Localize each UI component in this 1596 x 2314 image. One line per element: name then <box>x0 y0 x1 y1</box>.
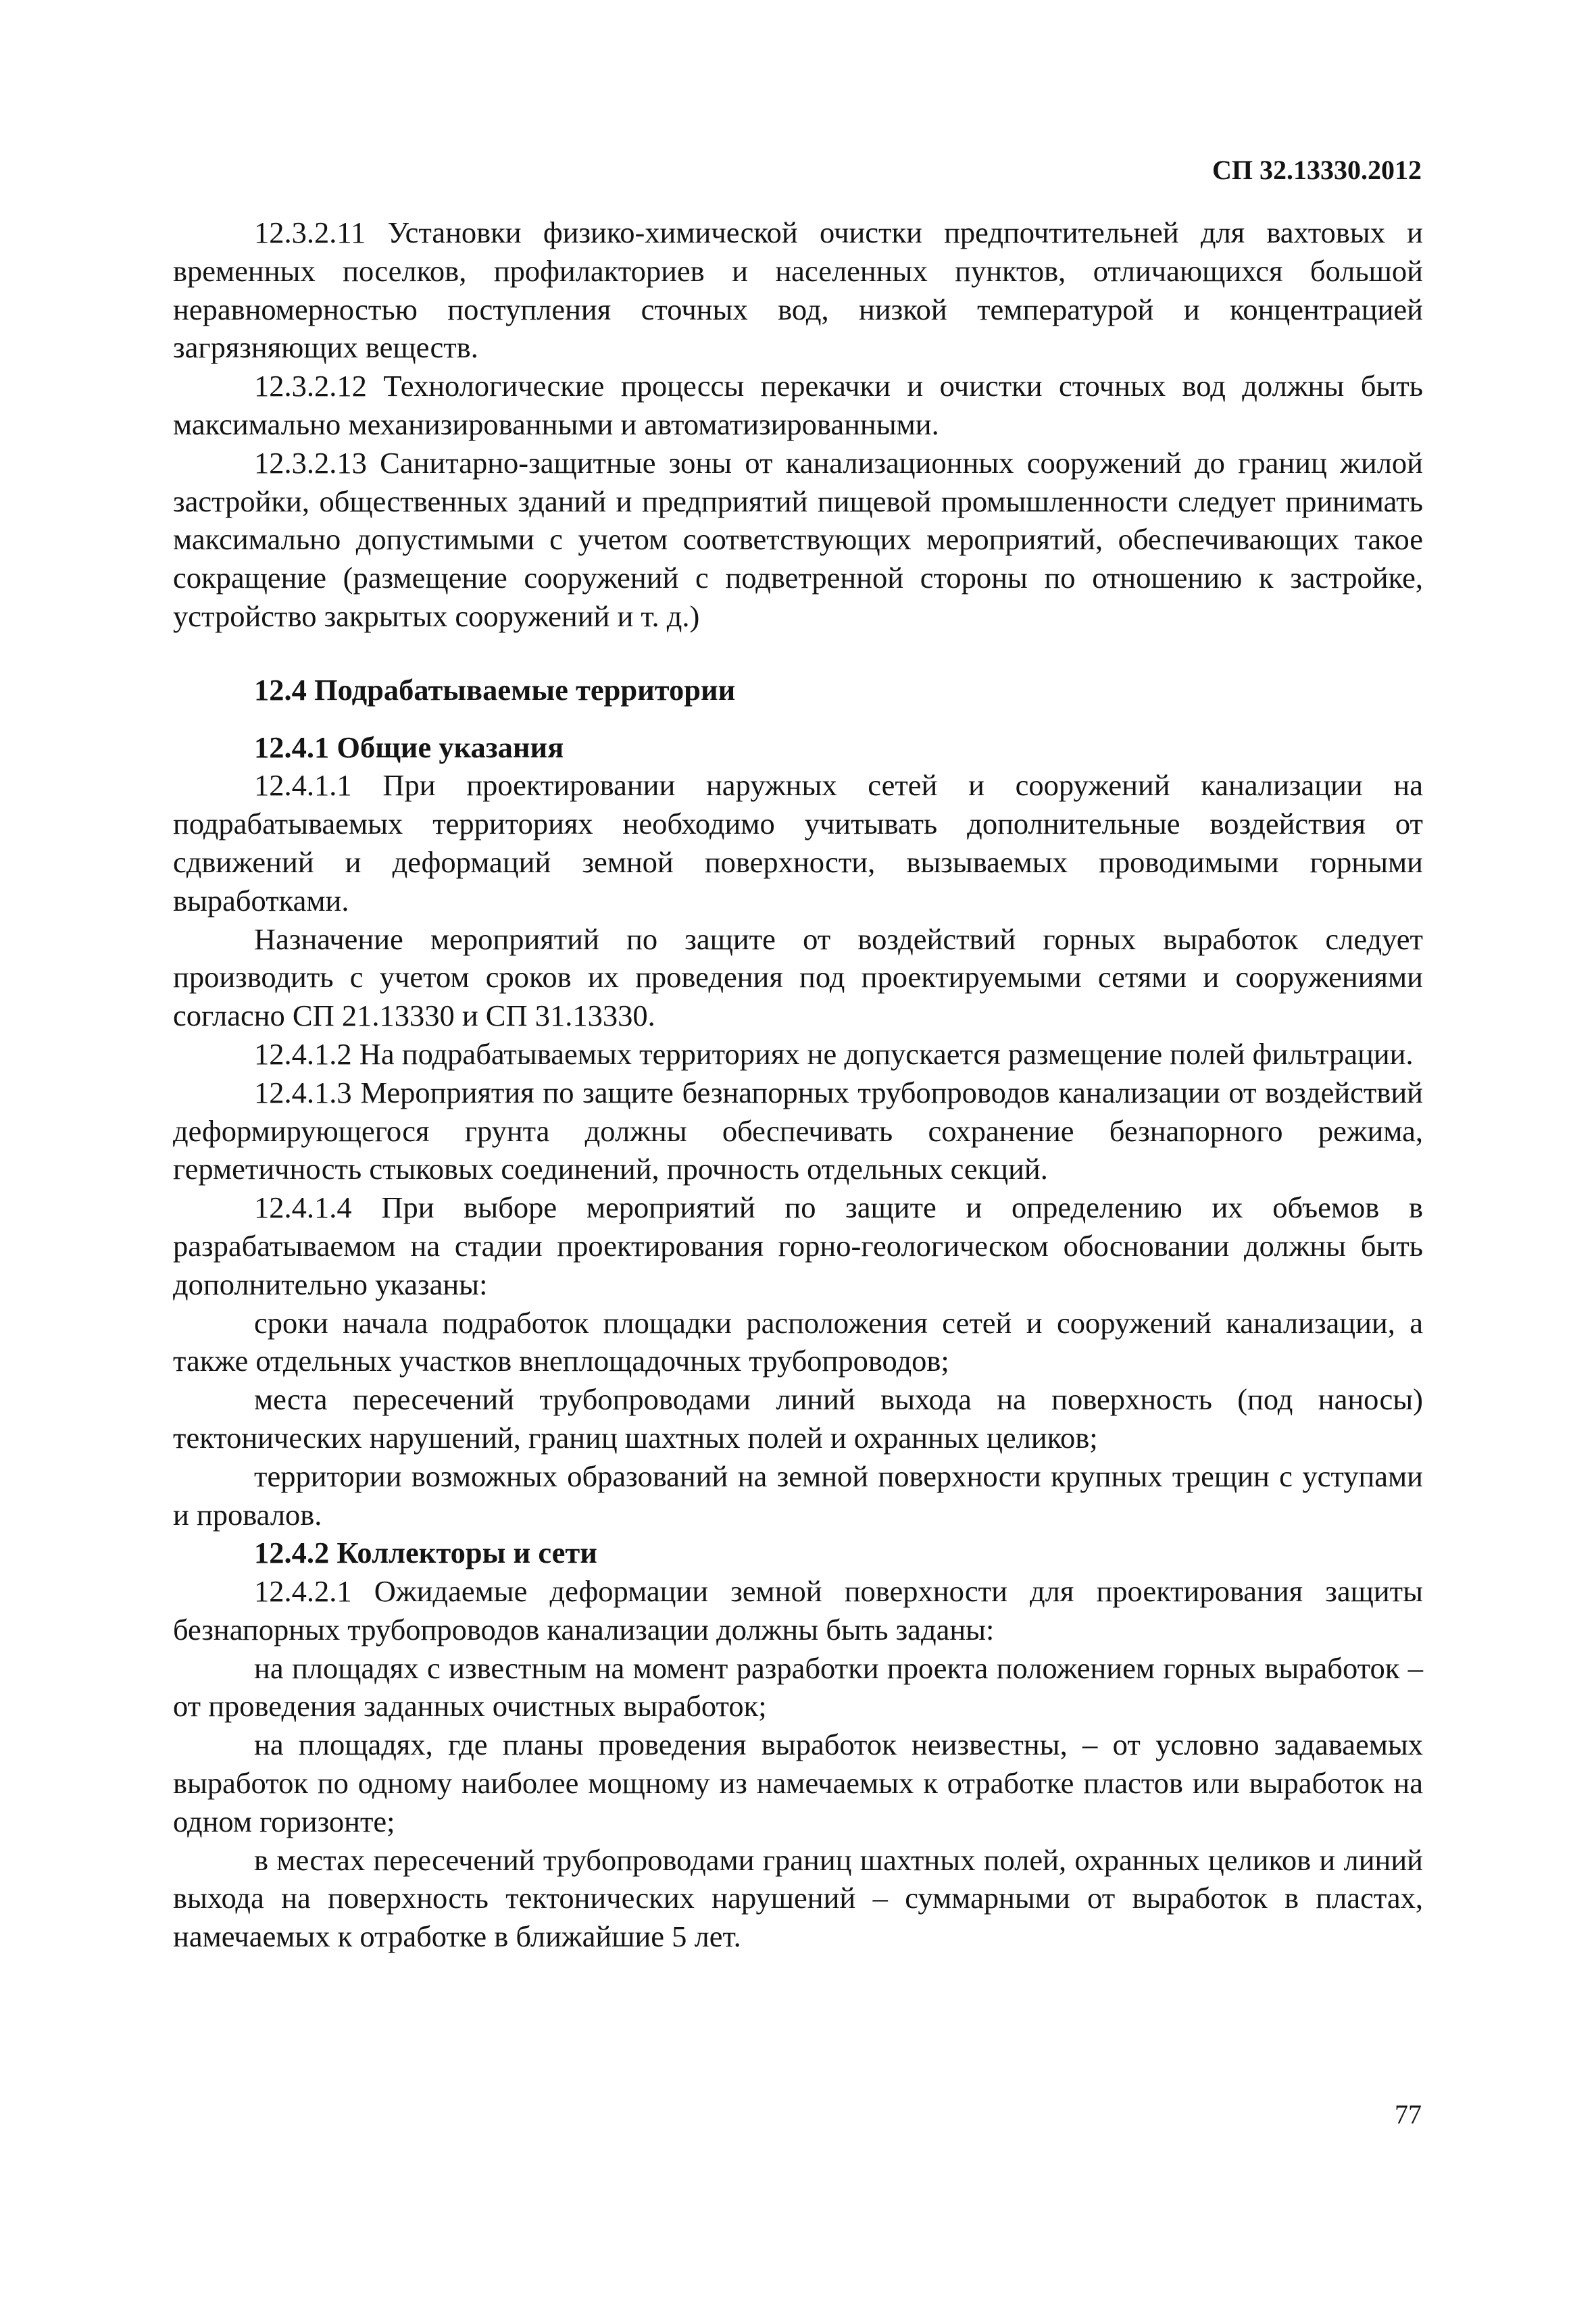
paragraph-measures: Назначение мероприятий по защите от воздействий горных выработок следует производить с учетом сроков их проведения под проектируемыми сетями и сооружениями согласно СП 21.13330 и СП 31.13330. <box>173 922 1423 1033</box>
list-item-unknown-workings: на площадях, где планы проведения выработок неизвестны, – от условно задаваемых выработок по одному наиболее мощному из намечаемых к отработке пластов или выработок на одном горизонте; <box>173 1728 1423 1838</box>
section-heading-12-4: 12.4 Подрабатываемые территории <box>254 672 736 707</box>
list-item-intersections: места пересечений трубопроводами линий выхода на поверхность (под наносы) тектонических нарушений, границ шахтных полей и охранных целиков; <box>173 1382 1423 1455</box>
list-item-cracks: территории возможных образований на земной поверхности крупных трещин с уступами и провалов. <box>173 1459 1423 1532</box>
paragraph-12-4-1-1: 12.4.1.1 При проектировании наружных сетей и сооружений канализации на подрабатываемых территориях необходимо учитывать дополнительные воздействия от сдвижений и деформаций земной поверхности, вызываемых проводимыми горными выработками. <box>173 768 1423 917</box>
subsection-heading-12-4-2: 12.4.2 Коллекторы и сети <box>254 1536 597 1570</box>
paragraph-12-3-2-11: 12.3.2.11 Установки физико-химической очистки предпочтительней для вахтовых и временных поселков, профилакториев и населенных пунктов, отличающихся большой неравномерностью поступления сточных вод, низкой температурой и концентрацией загрязняющих веществ. <box>173 216 1423 365</box>
paragraph-12-4-1-4: 12.4.1.4 При выборе мероприятий по защите и определению их объемов в разрабатываемом на стадии проектирования горно-геологическом обосновании должны быть дополнительно указаны: <box>173 1190 1423 1301</box>
list-item-timing: сроки начала подработок площадки расположения сетей и сооружений канализации, а также отдельных участков внеплощадочных трубопроводов; <box>173 1305 1423 1378</box>
list-item-known-workings: на площадях с известным на момент разработки проекта положением горных выработок – от проведения заданных очистных выработок; <box>173 1651 1423 1724</box>
list-item-boundary-crossings: в местах пересечений трубопроводами границ шахтных полей, охранных целиков и линий выхода на поверхность тектонических нарушений – суммарными от выработок в пластах, намечаемых к отработке в ближайшие 5 лет. <box>173 1842 1423 1954</box>
paragraph-12-3-2-12: 12.3.2.12 Технологические процессы перекачки и очистки сточных вод должны быть максимально механизированными и автоматизированными. <box>173 369 1423 441</box>
document-code: СП 32.13330.2012 <box>1212 155 1422 185</box>
page-number: 77 <box>1395 2099 1422 2130</box>
document-body <box>173 213 1423 1956</box>
subsection-heading-12-4-1: 12.4.1 Общие указания <box>254 730 564 764</box>
paragraph-12-3-2-13: 12.3.2.13 Санитарно-защитные зоны от канализационных сооружений до границ жилой застройки, общественных зданий и предприятий пищевой промышленности следует принимать максимально допустимыми с учетом соответствующих мероприятий, обеспечивающих такое сокращение (размещение сооружений с подветренной стороны по отношению к застройке, устройство закрытых сооружений и т. д.) <box>173 445 1423 633</box>
paragraph-12-4-1-3: 12.4.1.3 Мероприятия по защите безнапорных трубопроводов канализации от воздействий деформирующегося грунта должны обеспечивать сохранение безнапорного режима, герметичность стыковых соединений, прочность отдельных секций. <box>173 1075 1423 1186</box>
paragraph-12-4-2-1: 12.4.2.1 Ожидаемые деформации земной поверхности для проектирования защиты безнапорных трубопроводов канализации должны быть заданы: <box>173 1574 1423 1646</box>
paragraph-12-4-1-2: 12.4.1.2 На подрабатываемых территориях не допускается размещение полей фильтрации. <box>254 1036 1414 1071</box>
